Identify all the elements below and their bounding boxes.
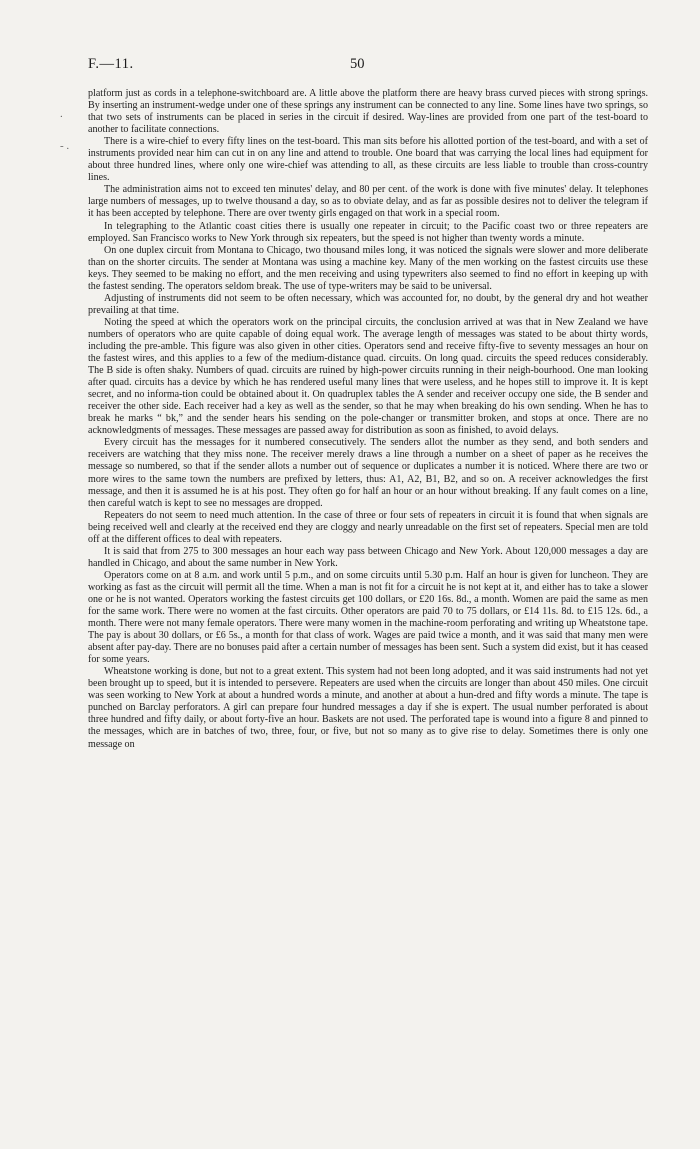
- paragraph: In telegraphing to the Atlantic coast cities there is usually one repeater in circuit; to the Pacific coast two or three repeaters are employed. San Francisco works to New York through six repeaters, but the speed is not higher than twenty words a minute.: [88, 220, 648, 244]
- margin-mark: - .: [60, 140, 70, 152]
- paragraph: Repeaters do not seem to need much attention. In the case of three or four sets of repeaters in circuit it is found that when signals are being received well and clearly at the received end they are cloggy and nearly unreadable on the first set of repeaters. Special men are told off at the different offices to deal with repeaters.: [88, 509, 648, 545]
- page-number: 50: [350, 56, 365, 72]
- page-header: [88, 56, 648, 74]
- paragraph: Every circuit has the messages for it numbered consecutively. The senders allot the number as they send, and both senders and receivers are watching that they miss none. The receiver merely draws a line through a number on a sheet of paper as he receives the message so numbered, so that if the sender allots a number out of sequence or duplicates a number it is noticed. Where there are two or more wires to the same town the numbers are prefixed by letters, thus: A1, A2, B1, B2, and so on. A receiver acknowledges the first message, and then it is assumed he is at his post. They often go for half an hour or an hour without breaking. If any fault comes on a line, then careful watch is kept to see no messages are dropped.: [88, 437, 648, 509]
- margin-mark: .: [60, 108, 63, 120]
- body-text: [88, 88, 648, 751]
- paragraph: Operators come on at 8 a.m. and work until 5 p.m., and on some circuits until 5.30 p.m. Half an hour is given for luncheon. They are working as fast as the circuit will permit all the time. When a man is not fit for a circuit he is not kept at it, and either has to take a slower one or he is not wanted. Operators working the fastest circuits get 100 dollars, or £20 16s. 8d., a month. Women are paid the same as men for the same work. There were no women at the fast circuits. Other operators are paid 70 to 75 dollars, or £14 11s. 8d. to £15 12s. 6d., a month. There were not many female operators. There were many women in the machine-room perforating and writing up Wheatstone tape. The pay is about 30 dollars, or £6 5s., a month for that class of work. Wages are paid twice a month, and it was said that many men were absent after pay-day. There are no bonuses paid after a certain number of messages has been sent. Such a system did exist, but it has ceased for some years.: [88, 569, 648, 666]
- paragraph: On one duplex circuit from Montana to Chicago, two thousand miles long, it was noticed the signals were slower and more deliberate than on the shorter circuits. The sender at Montana was using a machine key. Many of the men working on the fastest circuits use these keys. They seemed to be making no effort, and the men receiving and using typewriters also seemed to find no effort in keeping up with the fastest sending. The operators seldom break. The use of type-writers may be said to be universal.: [88, 244, 648, 292]
- paragraph: There is a wire-chief to every fifty lines on the test-board. This man sits before his allotted portion of the test-board, and with a set of instruments provided near him can cut in on any line and attend to trouble. One board that was carrying the local lines had equipment for about three hundred lines, where only one wire-chief was attending to all, as these circuits are less liable to trouble than cross-country lines.: [88, 136, 648, 184]
- paragraph: The administration aims not to exceed ten minutes' delay, and 80 per cent. of the work is done with five minutes' delay. It telephones large numbers of messages, up to twelve thousand a day, so as to obviate delay, and as far as possible desires not to deliver the telegram if it has been accepted by telephone. There are over twenty girls engaged on that work in a special room.: [88, 184, 648, 220]
- paragraph: Noting the speed at which the operators work on the principal circuits, the conclusion arrived at was that in New Zealand we have numbers of operators who are quite capable of doing equal work. The average length of messages was stated to be about thirty words, including the pre-amble. This figure was also given in other cities. Operators send and receive fifty-five to seventy messages an hour on the fastest wires, and this applies to a few of the medium-distance quad. circuits. On long quad. circuits the speed reduces considerably. The B side is often shaky. Numbers of quad. circuits are ruined by high-power circuits running in their neigh-bourhood. One man looking after quad. circuits has a device by which he has rendered useful many lines that were useless, and he hopes still to improve it. It is kept secret, and no informa-tion could be obtained about it. On quadruplex tables the A sender and receiver occupy one side, the B sender and receiver the other side. Each receiver had a key as well as the sender, so that he may when breaking do his own sending. When he has to break he marks “ bk,” and the sender hears his sending on the pole-changer or transmitter broken, and stops at once. There are no acknowledgments of messages. These messages are passed away for distribution as soon as finished, to avoid delays.: [88, 316, 648, 437]
- document-reference: F.—11.: [88, 56, 134, 72]
- paragraph: Adjusting of instruments did not seem to be often necessary, which was accounted for, no doubt, by the general dry and hot weather prevailing at that time.: [88, 292, 648, 316]
- paragraph: Wheatstone working is done, but not to a great extent. This system had not been long adopted, and it was said instruments had not yet been brought up to speed, but it is intended to persevere. Repeaters are used when the circuits are longer than about 450 miles. One circuit was seen working to New York at about a hundred words a minute, and another at about a hun-dred and fifty words a minute. The tape is punched on Barclay perforators. A girl can prepare four hundred messages a day if she is expert. The usual number perforated is about three hundred and fifty daily, or about forty-five an hour. Baskets are not used. The perforated tape is wound into a figure 8 and pinned to the messages, which are in batches of two, three, four, or five, but not so many as to give rise to delay. Sometimes there is only one message on: [88, 666, 648, 750]
- paragraph: platform just as cords in a telephone-switchboard are. A little above the platform there are heavy brass curved pieces with strong springs. By inserting an instrument-wedge under one of these springs any instrument can be connected to any line. Some lines have two springs, so that two sets of instruments can be placed in series in the circuit if desired. Way-lines are provided from one part of the test-board to another to facilitate connections.: [88, 88, 648, 136]
- paragraph: It is said that from 275 to 300 messages an hour each way pass between Chicago and New York. About 120,000 messages a day are handled in Chicago, and about the same number in New York.: [88, 545, 648, 569]
